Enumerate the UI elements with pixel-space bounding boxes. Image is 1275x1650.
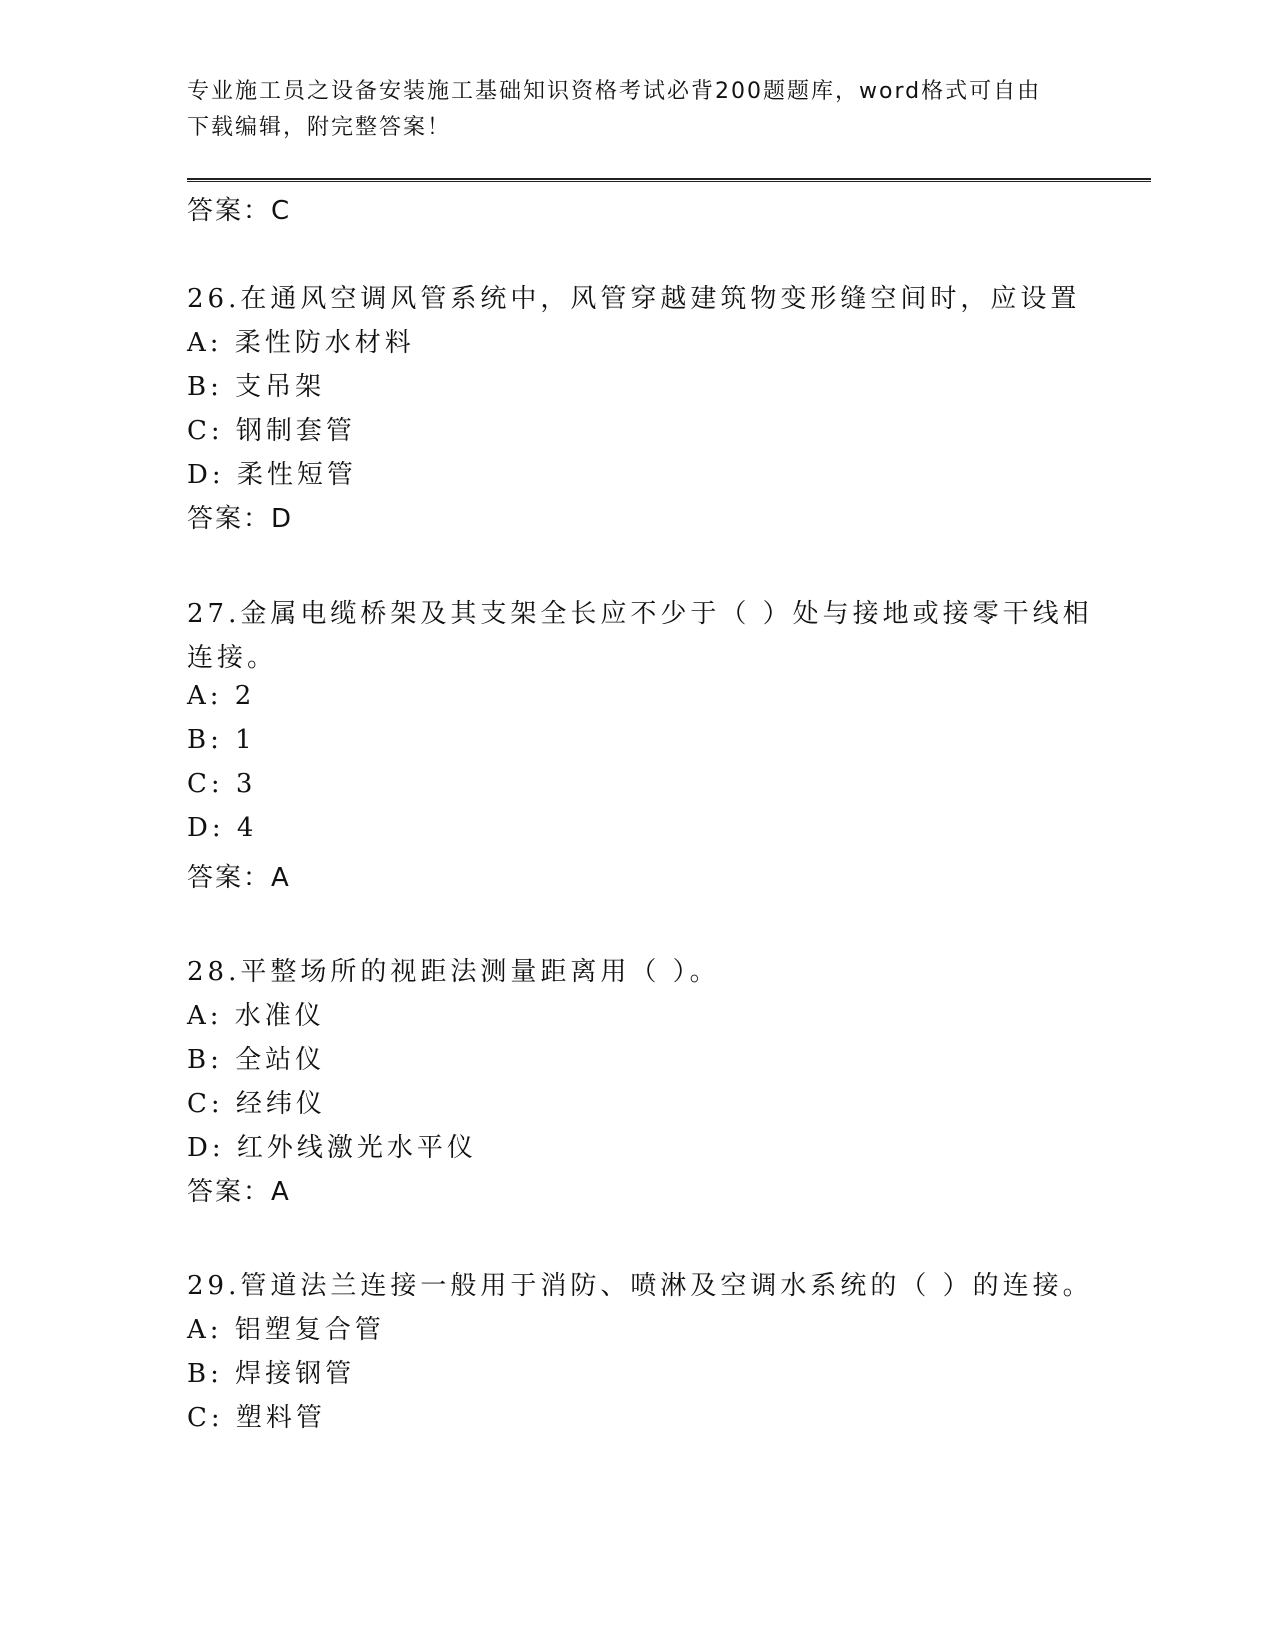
q26-option-a: A: 柔性防水材料 — [187, 328, 415, 358]
q26-option-b: B: 支吊架 — [187, 372, 326, 402]
q27-option-d: D: 4 — [187, 813, 258, 843]
q27-option-c: C: 3 — [187, 769, 257, 799]
q27-question-line-1: 27.金属电缆桥架及其支架全长应不少于（ ）处与接地或接零干线相 — [187, 599, 1093, 629]
q27-question-line-2: 连接。 — [187, 643, 278, 673]
q28-option-a: A: 水准仪 — [187, 1001, 325, 1031]
q29-option-c: C: 塑料管 — [187, 1403, 326, 1433]
header-line-2: 下载编辑，附完整答案！ — [187, 115, 452, 140]
q28-answer: 答案：A — [187, 1177, 291, 1207]
q26-option-c: C: 钢制套管 — [187, 416, 356, 446]
q26-answer: 答案：D — [187, 504, 294, 534]
document-header — [187, 74, 1087, 146]
q27-answer: 答案：A — [187, 863, 291, 893]
q27-option-a: A: 2 — [187, 681, 256, 711]
header-divider — [187, 178, 1151, 182]
q28-option-d: D: 红外线激光水平仪 — [187, 1133, 477, 1163]
q29-option-b: B: 焊接钢管 — [187, 1359, 356, 1389]
q28-option-c: C: 经纬仪 — [187, 1089, 326, 1119]
q29-question: 29.管道法兰连接一般用于消防、喷淋及空调水系统的（ ）的连接。 — [187, 1271, 1093, 1301]
q26-question: 26.在通风空调风管系统中，风管穿越建筑物变形缝空间时，应设置 — [187, 284, 1081, 314]
q28-question: 28.平整场所的视距法测量距离用（ ）。 — [187, 957, 720, 987]
q26-option-d: D: 柔性短管 — [187, 460, 357, 490]
q28-option-b: B: 全站仪 — [187, 1045, 326, 1075]
header-line-1: 专业施工员之设备安装施工基础知识资格考试必背200题题库，word格式可自由 — [187, 79, 1042, 104]
answer-prev: 答案：C — [187, 196, 292, 226]
q27-option-b: B: 1 — [187, 725, 256, 755]
q29-option-a: A: 铝塑复合管 — [187, 1315, 385, 1345]
